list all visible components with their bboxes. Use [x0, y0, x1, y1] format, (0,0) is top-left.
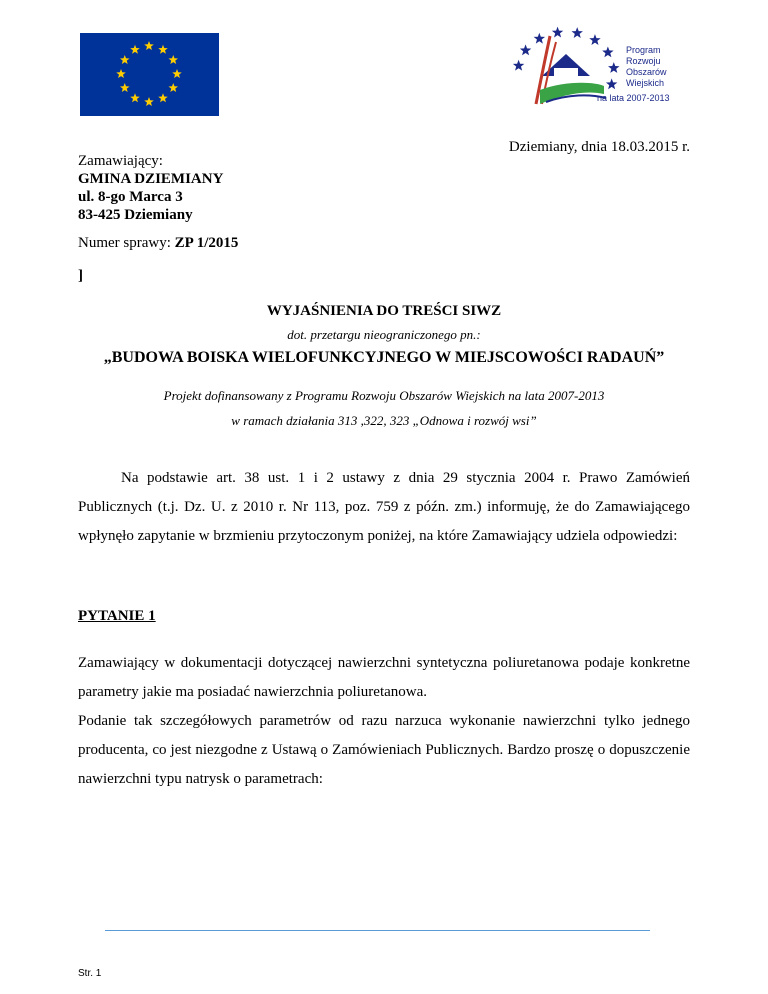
case-label: Numer sprawy: [78, 235, 171, 251]
prow-star-icon [513, 60, 524, 71]
eu-star-icon [130, 93, 140, 102]
eu-stars-icon [80, 33, 219, 116]
eu-star-icon [168, 83, 178, 92]
eu-star-icon [158, 93, 168, 102]
document-date: Dziemiany, dnia 18.03.2015 r. [508, 139, 690, 155]
eu-flag-logo [80, 33, 219, 116]
question-paragraph-2: Podanie tak szczegółowych parametrów od razu narzuca wykonanie nawierzchni tylko jednego producenta, co jest niezgodne z Ustawą o Zamówieniach Publicznych. Bardzo proszę o dopuszczenie nawierzchni typu natrysk o parametrach: [78, 713, 690, 787]
eu-star-icon [120, 83, 130, 92]
prow-star-icon [520, 44, 531, 55]
prow-years-text: na lata 2007-2013 [597, 93, 670, 103]
buyer-label: Zamawiający: [78, 153, 163, 169]
prow-star-icon [572, 27, 583, 38]
document-title: WYJAŚNIENIA DO TREŚCI SIWZ [266, 303, 502, 319]
intro-paragraph: Na podstawie art. 38 ust. 1 i 2 ustawy z dnia 29 stycznia 2004 r. Prawo Zamówień Publicznych (t.j. Dz. U. z 2010 r. Nr 113, poz. 759 z późn. zm.) informuję, że do Zamawiającego wpłynęło zapytanie w brzmieniu przytoczonym poniżej, na które Zamawiający udziela odpowiedzi: [78, 470, 690, 544]
project-funding-line: Projekt dofinansowany z Programu Rozwoju Obszarów Wiejskich na lata 2007-2013 [163, 388, 605, 403]
prow-line: Program [626, 45, 661, 55]
question-heading: PYTANIE 1 [78, 608, 156, 624]
question-paragraph-1: Zamawiający w dokumentacji dotyczącej nawierzchni syntetyczna poliuretanowa podaje konkretne parametry jakie ma posiadać nawierzchnia poliuretanowa. [78, 655, 690, 700]
eu-star-icon [130, 45, 140, 54]
buyer-name: GMINA DZIEMIANY [78, 171, 224, 187]
eu-star-icon [144, 41, 154, 50]
footer-divider [105, 930, 650, 931]
prow-line: Rozwoju [626, 56, 661, 66]
page-number: Str. 1 [78, 968, 102, 979]
buyer-city: 83-425 Dziemiany [78, 207, 193, 223]
stray-bracket: ] [78, 268, 83, 284]
prow-house-icon [554, 68, 578, 82]
prow-line: Wiejskich [626, 78, 665, 88]
prow-star-icon [534, 33, 545, 44]
prow-star-icon [606, 78, 617, 89]
case-number [78, 235, 238, 252]
buyer-street: ul. 8-go Marca 3 [78, 189, 183, 205]
eu-star-icon [172, 69, 182, 78]
eu-star-icon [144, 97, 154, 106]
project-measure-line: w ramach działania 313 ,322, 323 „Odnowa i rozwój wsi” [231, 413, 537, 428]
prow-star-icon [589, 34, 600, 45]
case-value: ZP 1/2015 [174, 235, 239, 251]
eu-star-icon [168, 55, 178, 64]
document-subtitle: dot. przetargu nieograniczonego pn.: [287, 327, 481, 342]
prow-star-icon [608, 62, 619, 73]
eu-star-icon [116, 69, 126, 78]
buyer-block [78, 152, 223, 224]
eu-star-icon [158, 45, 168, 54]
prow-logo-text [626, 45, 667, 89]
prow-line: Obszarów [626, 67, 667, 77]
tender-name: „BUDOWA BOISKA WIELOFUNKCYJNEGO W MIEJSCOWOŚCI RADAUŃ” [103, 349, 665, 366]
prow-star-icon [602, 46, 613, 57]
eu-star-icon [120, 55, 130, 64]
prow-star-icon [552, 27, 563, 38]
